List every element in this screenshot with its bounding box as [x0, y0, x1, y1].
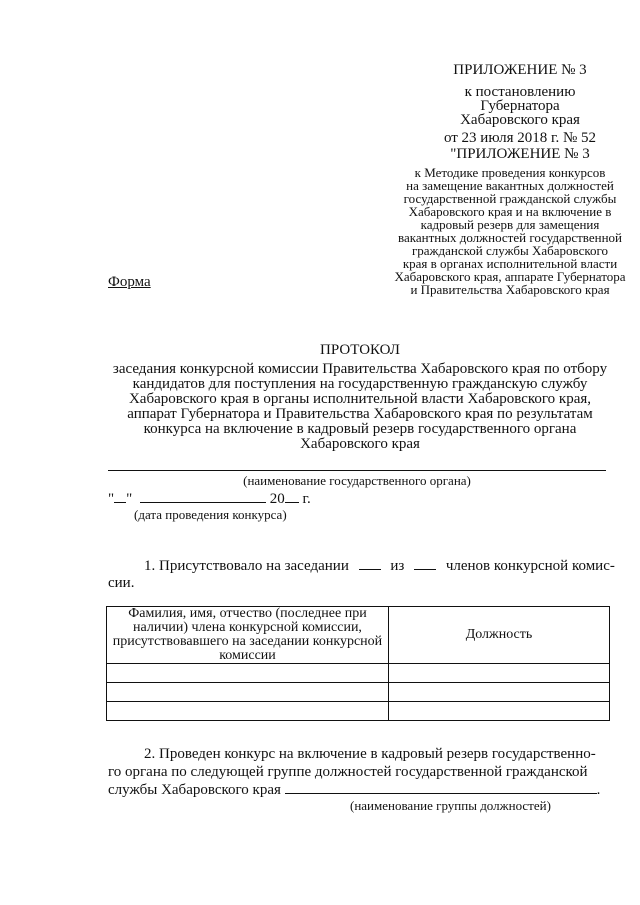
date-row: [108, 490, 311, 507]
inner-line: к Методике проведения конкурсов: [414, 165, 606, 180]
item1-part1: 1. Присутствовало на заседании: [144, 558, 349, 574]
total-count-blank: [414, 557, 436, 570]
subtitle-line: аппарат Губернатора и Правительства Хабаровского края по результатам: [127, 406, 593, 422]
item1-part2: из: [390, 558, 405, 574]
item2-caption: (наименование группы должностей): [350, 798, 551, 813]
item2-line1-text: 2. Проведен конкурс на включение в кадровый резерв государственно-: [144, 746, 596, 762]
inner-line: и Правительства Хабаровского края: [410, 282, 610, 297]
inner-line: государственной гражданской службы: [403, 191, 617, 206]
item1-part3: членов конкурсной комис-: [445, 558, 615, 574]
year-prefix: 20: [269, 491, 285, 507]
present-count-blank: [359, 557, 381, 570]
protocol-subtitle: [100, 362, 620, 452]
col-header-name: Фамилия, имя, отчество (последнее при наличии) члена конкурсной комиссии, присутствовавшего на заседании конкурсной комиссии: [107, 607, 389, 664]
subtitle-line: кандидатов для поступления на государственную гражданскую службу: [132, 376, 588, 392]
col-header-position: Должность: [388, 607, 609, 664]
org-name-line: [108, 470, 606, 471]
year-suffix: г.: [302, 491, 311, 507]
position-cell[interactable]: [388, 664, 609, 683]
item2-line2: го органа по следующей группе должностей государственной гражданской: [108, 764, 588, 780]
inner-line: вакантных должностей государственной: [398, 230, 622, 245]
month-blank: [140, 490, 266, 503]
subtitle-line: Хабаровского края в органы исполнительной власти Хабаровского края,: [128, 391, 592, 407]
name-cell[interactable]: [107, 683, 389, 702]
appendix-to: к постановлению: [464, 84, 576, 100]
protocol-title: ПРОТОКОЛ: [320, 342, 400, 358]
inner-line: гражданской службы Хабаровского: [411, 243, 609, 258]
position-cell[interactable]: [388, 683, 609, 702]
appendix-date: от 23 июля 2018 г. № 52: [443, 130, 597, 146]
item2-line3-end: .: [596, 782, 601, 798]
inner-appendix-text: [380, 166, 640, 296]
inner-line: Хабаровского края, аппарате Губернатора: [394, 269, 626, 284]
inner-line: на замещение вакантных должностей: [406, 178, 614, 193]
position-group-blank: [285, 781, 597, 794]
appendix-region: Хабаровского края: [460, 112, 580, 128]
inner-appendix-title: "ПРИЛОЖЕНИЕ № 3: [450, 146, 590, 162]
date-caption: (дата проведения конкурса): [134, 507, 287, 522]
quote-open: ": [108, 491, 115, 507]
org-caption: (наименование государственного органа): [243, 473, 471, 488]
year-blank: [285, 490, 299, 503]
inner-line: кадровый резерв для замещения: [420, 217, 600, 232]
item1-line2: сии.: [108, 575, 135, 591]
day-blank: [114, 490, 126, 503]
position-cell[interactable]: [388, 702, 609, 721]
table-row: [107, 702, 610, 721]
quote-close: ": [126, 491, 133, 507]
item1-line1: [108, 557, 615, 574]
members-table: [106, 606, 610, 721]
inner-line: края в органах исполнительной власти: [402, 256, 618, 271]
item2-line1: [108, 745, 612, 763]
table-row: [107, 683, 610, 702]
table-row: [107, 664, 610, 683]
subtitle-line: Хабаровского края: [300, 436, 420, 452]
form-label: Форма: [108, 274, 151, 290]
appendix-governor: Губернатора: [480, 98, 560, 114]
inner-line: Хабаровского края и на включение в: [408, 204, 612, 219]
item2-line3-text: службы Хабаровского края: [108, 782, 281, 798]
subtitle-line: заседания конкурсной комиссии Правительства Хабаровского края по отбору: [112, 361, 608, 377]
table-header-row: [107, 607, 610, 664]
appendix-title: ПРИЛОЖЕНИЕ № 3: [453, 62, 587, 78]
name-cell[interactable]: [107, 664, 389, 683]
item2-text: [108, 745, 612, 799]
name-cell[interactable]: [107, 702, 389, 721]
item2-line3: [108, 781, 612, 799]
subtitle-line: конкурса на включение в кадровый резерв государственного органа: [143, 421, 577, 437]
